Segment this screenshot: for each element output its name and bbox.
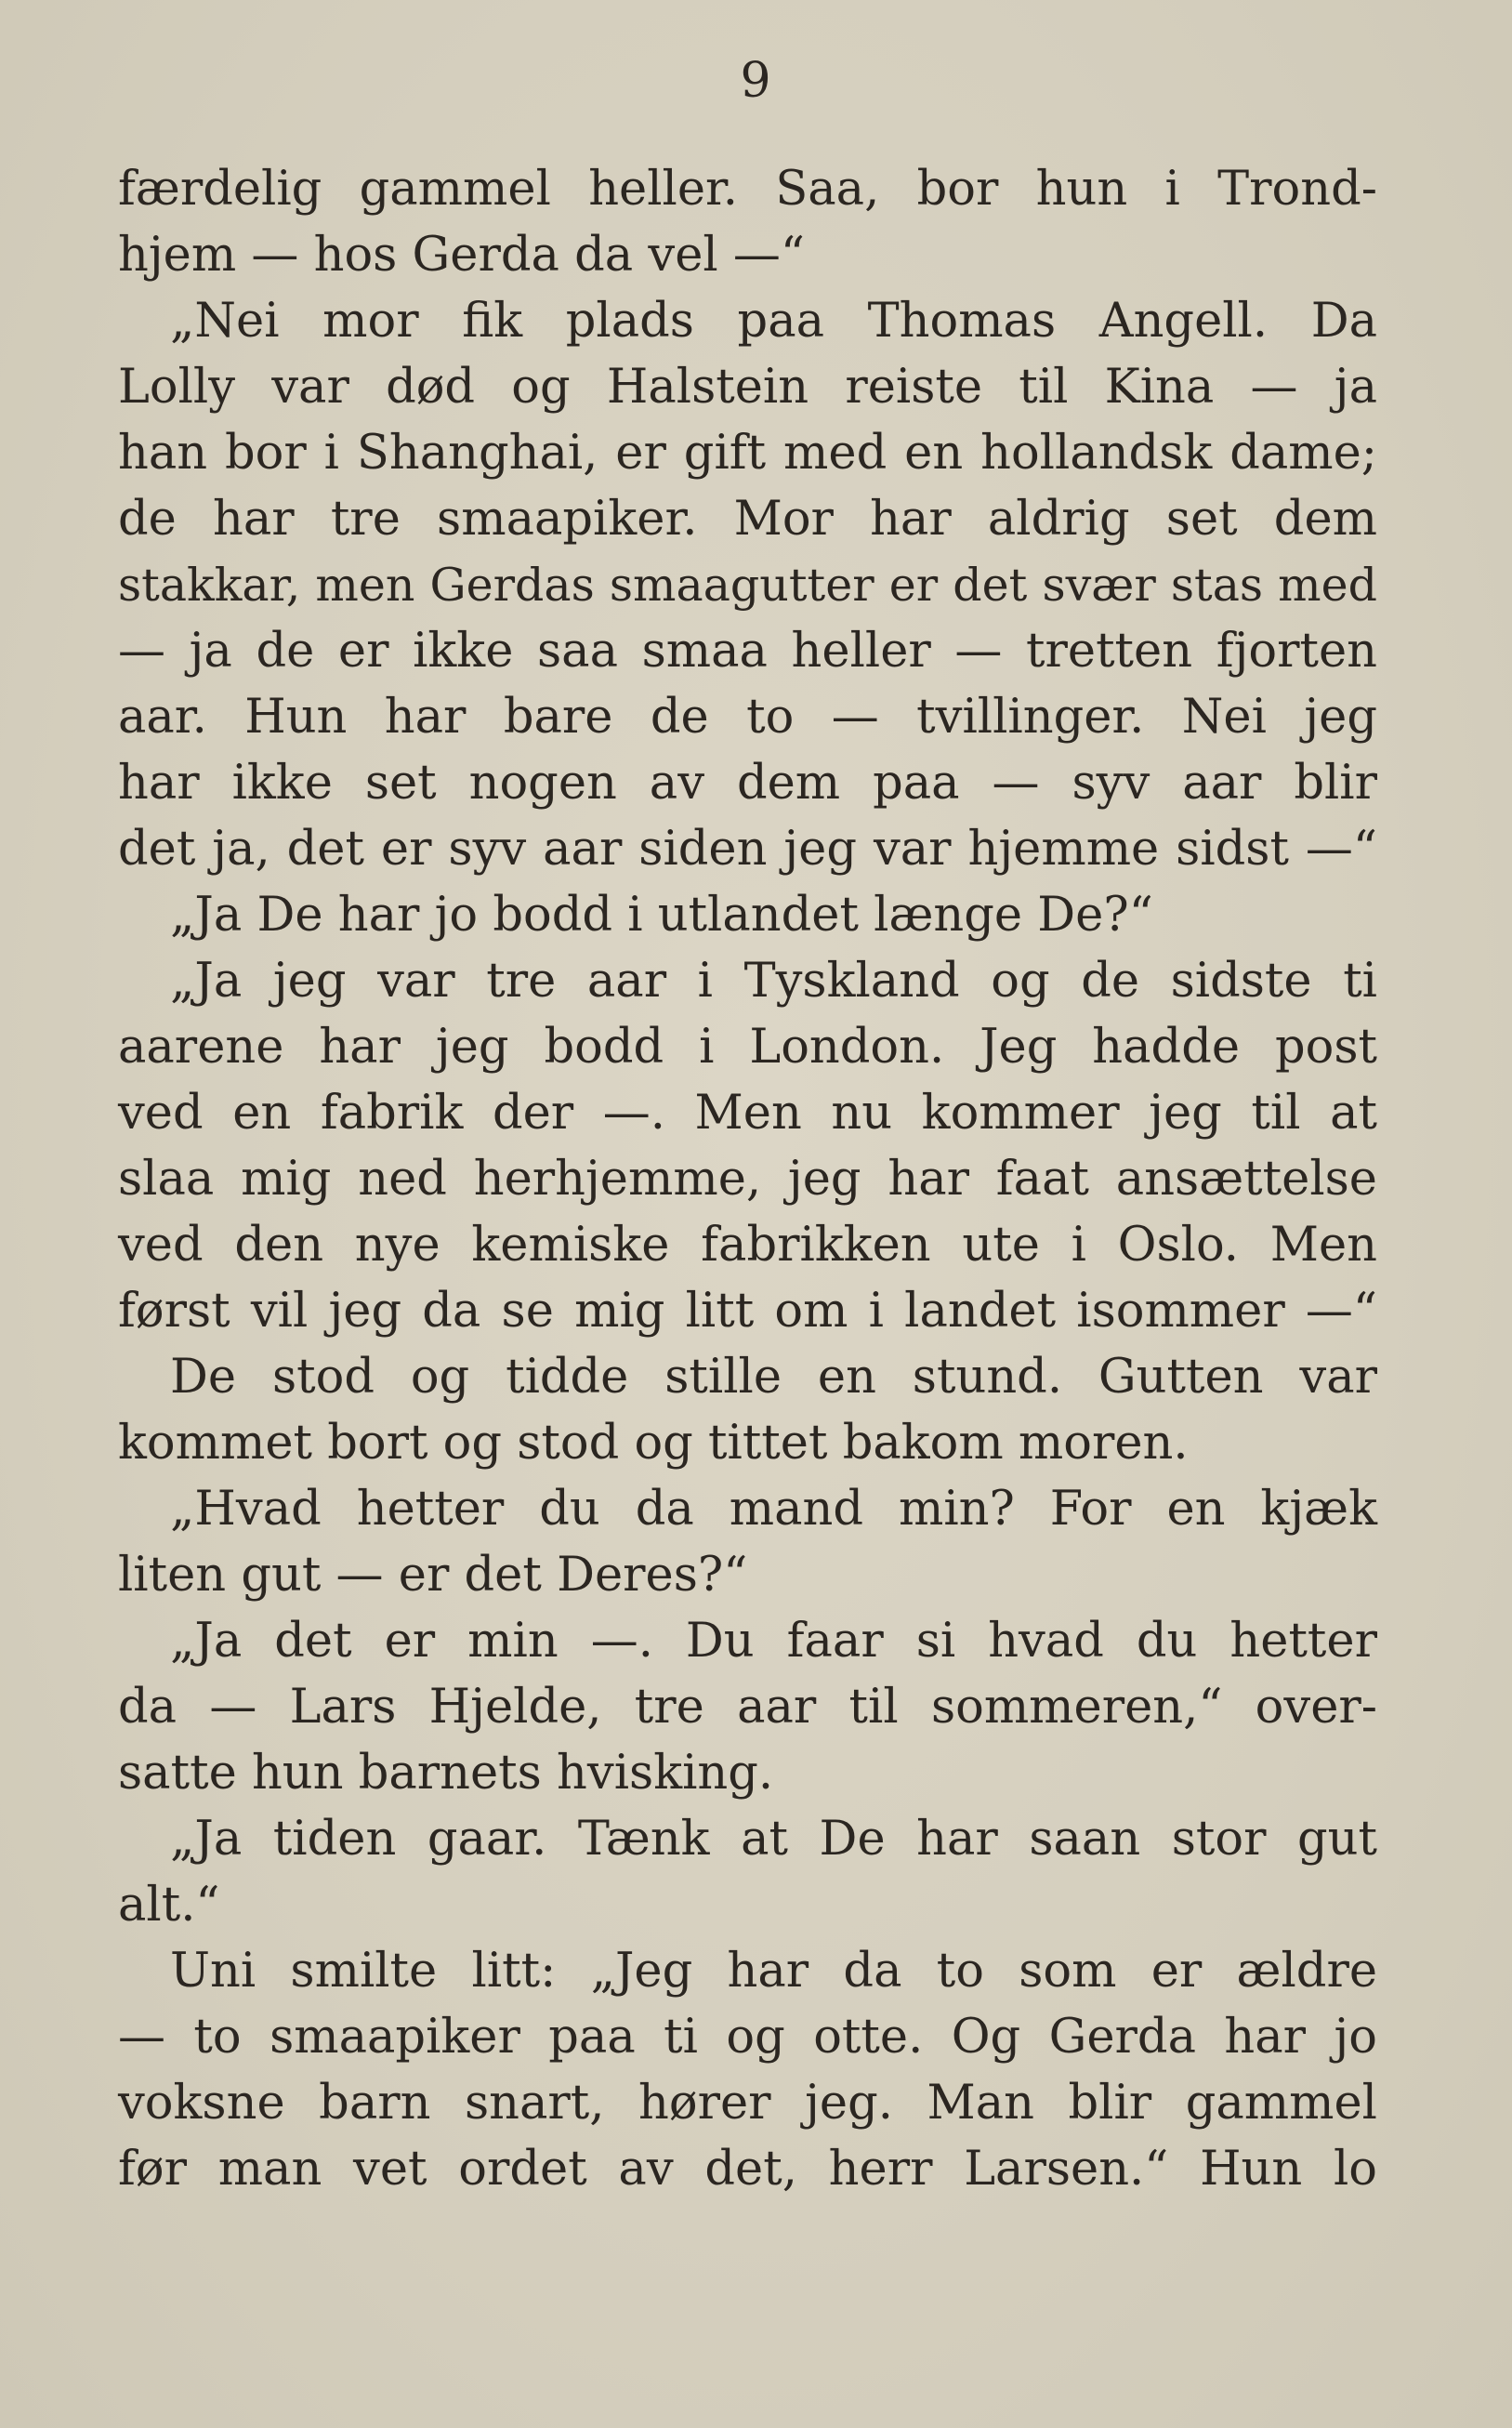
- text-line: kommet bort og stod og tittet bakom moren.: [118, 1416, 1189, 1471]
- text-line: det ja, det er syv aar siden jeg var hjemme sidst —“: [118, 822, 1377, 877]
- text-line: færdelig gammel heller. Saa, bor hun i Trond-: [118, 162, 1377, 217]
- text-line: satte hun barnets hvisking.: [118, 1746, 774, 1801]
- text-line: ved en fabrik der —. Men nu kommer jeg til at: [118, 1086, 1377, 1141]
- text-line: da — Lars Hjelde, tre aar til sommeren,“ over-: [118, 1680, 1377, 1735]
- text-line: alt.“: [118, 1878, 220, 1933]
- text-line: aar. Hun har bare de to — tvillinger. Nei jeg: [118, 690, 1377, 745]
- text-line: liten gut — er det Deres?“: [118, 1548, 748, 1603]
- text-line: „Ja tiden gaar. Tænk at De har saan stor gut: [170, 1812, 1377, 1867]
- text-line: „Nei mor fik plads paa Thomas Angell. Da: [170, 294, 1377, 349]
- text-line: har ikke set nogen av dem paa — syv aar blir: [118, 756, 1377, 811]
- text-line: — ja de er ikke saa smaa heller — tretten fjorten: [118, 624, 1377, 679]
- text-line: slaa mig ned herhjemme, jeg har faat ansættelse: [118, 1152, 1377, 1207]
- text-line: — to smaapiker paa ti og otte. Og Gerda har jo: [118, 2010, 1377, 2065]
- text-line: Uni smilte litt: „Jeg har da to som er ældre: [170, 1944, 1377, 1999]
- text-line: Lolly var død og Halstein reiste til Kina — ja: [118, 360, 1377, 415]
- text-line: „Hvad hetter du da mand min? For en kjæk: [170, 1482, 1377, 1537]
- text-line: hjem — hos Gerda da vel —“: [118, 228, 805, 283]
- text-line: De stod og tidde stille en stund. Gutten var: [170, 1350, 1377, 1405]
- text-line: „Ja jeg var tre aar i Tyskland og de sidste ti: [170, 954, 1377, 1009]
- text-line: aarene har jeg bodd i London. Jeg hadde post: [118, 1020, 1377, 1075]
- text-line: voksne barn snart, hører jeg. Man blir gammel: [118, 2076, 1377, 2131]
- text-line: „Ja det er min —. Du faar si hvad du hetter: [170, 1614, 1377, 1669]
- body-text: [118, 156, 1377, 2202]
- text-line: først vil jeg da se mig litt om i landet isommer —“: [118, 1284, 1377, 1339]
- text-line: „Ja De har jo bodd i utlandet længe De?“: [170, 888, 1153, 943]
- text-line: han bor i Shanghai, er gift med en hollandsk dame;: [118, 426, 1377, 481]
- text-line: stakkar, men Gerdas smaagutter er det svær stas med: [118, 559, 1377, 612]
- page-number: 9: [740, 53, 772, 109]
- text-line: før man vet ordet av det, herr Larsen.“ Hun lo: [118, 2142, 1377, 2197]
- text-line: de har tre smaapiker. Mor har aldrig set dem: [118, 492, 1377, 547]
- text-line: ved den nye kemiske fabrikken ute i Oslo. Men: [118, 1218, 1377, 1273]
